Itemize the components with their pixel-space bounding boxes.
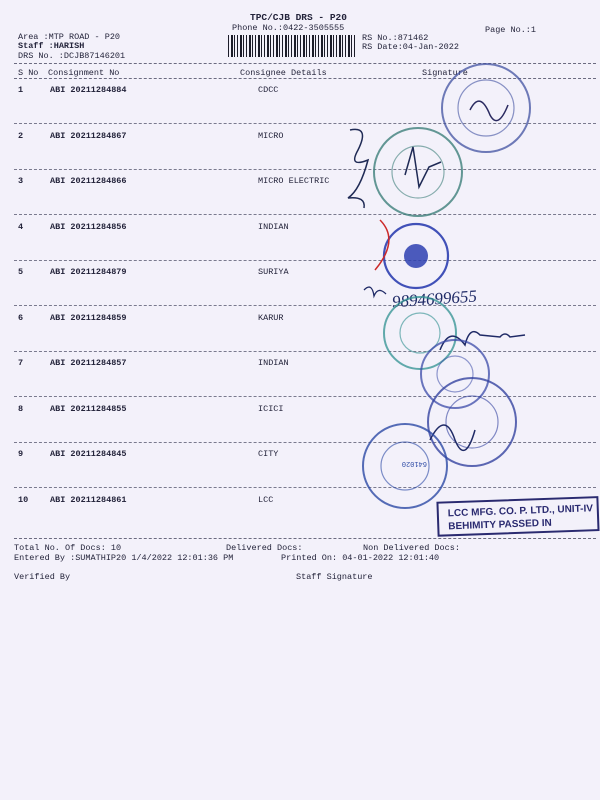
handwritten-phone-text: 9894699655 [391,286,478,312]
row-consignee: KARUR [258,312,284,323]
rs-date: RS Date:04-Jan-2022 [362,42,459,52]
row-consignee: CDCC [258,85,279,95]
svg-text:BEHIMITY PASSED IN: BEHIMITY PASSED IN [448,517,552,533]
total-docs: Total No. Of Docs: 10 [14,543,122,553]
non-delivered-docs: Non Delivered Docs: [363,543,460,553]
row-sno: 3 [18,176,24,186]
row-consignment-no: ABI 20211284867 [50,130,127,141]
staff-name: HARISH [53,41,85,51]
row-sno: 1 [18,85,24,95]
row-consignee: LCC [258,494,274,505]
central-coop-bank-stamp [442,64,530,152]
lcc-rectangular-stamp [437,497,598,536]
row-consignee: ICICI [258,403,284,414]
row-sno: 10 [18,494,29,505]
row-consignee: MICRO [258,130,284,141]
row-consignment-no: ABI 20211284859 [50,312,127,323]
row-consignee: INDIAN [258,221,289,232]
footer-divider [14,538,596,539]
rs-number: RS No.:871462 [362,33,429,43]
row-sno: 8 [18,403,24,414]
row-consignment-no: ABI 20211284866 [50,176,127,186]
row7-stamp [421,340,489,408]
row-consignment-no: ABI 20211284845 [50,449,127,459]
area-field: Area :MTP ROAD - P20 [18,32,121,42]
row-sno: 4 [18,221,24,232]
staff-label: Staff : [18,41,54,51]
delivered-docs: Delivered Docs: [226,543,303,553]
column-header-consignee: Consignee Details [240,68,327,78]
row-consignee: MICRO ELECTRIC [258,176,330,186]
handwritten-phone [364,286,477,311]
drs-number: DRS No. :DCJB87146201 [18,51,126,61]
printed-on: Printed On: 04-01-2022 12:01:40 [281,553,440,563]
column-header-sno: S No [18,68,39,78]
micro-electric-controls-stamp [348,128,462,216]
row-sno: 9 [18,449,24,459]
icici-stamp [428,378,516,466]
row-sno: 2 [18,130,24,141]
row-consignment-no: ABI 20211284884 [50,85,127,95]
union-bank-stamp [363,424,447,508]
verified-by: Verified By [14,572,71,582]
row-consignee: CITY [258,449,279,459]
staff-signature: Staff Signature [296,572,373,582]
row-consignment-no: ABI 20211284861 [50,494,127,505]
row-sno: 6 [18,312,24,323]
row-consignment-no: ABI 20211284879 [50,267,127,277]
document-title: TPC/CJB DRS - P20 [250,12,347,23]
row-sno: 5 [18,267,24,277]
entered-by: Entered By :SUMATHIP20 1/4/2022 12:01:36 PM [14,553,234,563]
column-header-consignment: Consignment No [48,68,120,78]
svg-text:641020: 641020 [401,459,427,467]
row-consignee: SURIYA [258,267,289,277]
row-consignee: INDIAN [258,358,289,368]
svg-text:LCC MFG. CO. P. LTD., UNIT-IV: LCC MFG. CO. P. LTD., UNIT-IV [447,503,594,520]
row-consignment-no: ABI 20211284857 [50,358,127,368]
column-header-signature: Signature [422,68,468,78]
indian-bank-stamp [375,220,448,288]
row-sno: 7 [18,358,24,368]
page-number: Page No.:1 [485,25,537,35]
row-consignment-no: ABI 20211284856 [50,221,127,232]
row-consignment-no: ABI 20211284855 [50,403,127,414]
phone-number: Phone No.:0422-3505555 [232,23,345,33]
